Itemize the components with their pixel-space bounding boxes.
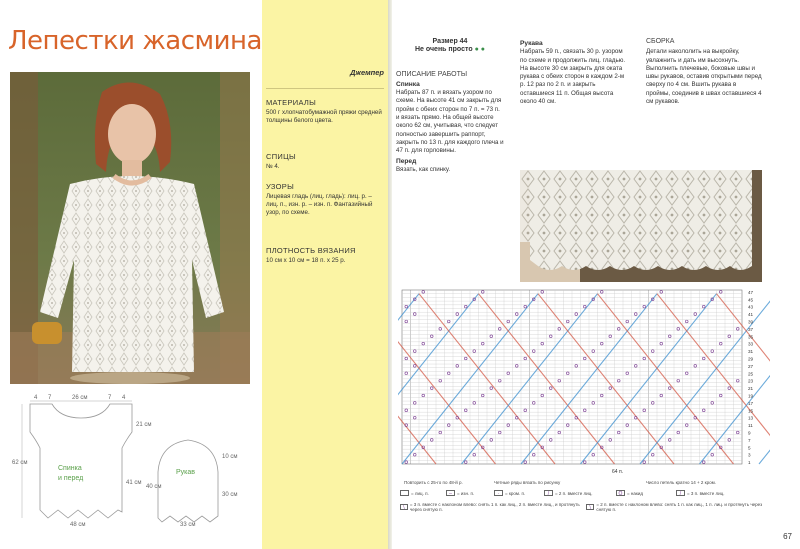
schematic-sleeve-label: Рукав	[176, 469, 195, 476]
model-photo	[10, 72, 250, 384]
chart-row-label: 25	[748, 371, 754, 377]
instructions-column-3	[646, 38, 762, 106]
dim-bottom: 48 см	[70, 522, 86, 528]
materials-heading: МАТЕРИАЛЫ	[266, 98, 317, 107]
legend-item	[616, 490, 643, 496]
chart-row-label: 39	[748, 319, 754, 325]
instructions-column-2	[520, 38, 626, 106]
dim-side: 41 см	[126, 480, 142, 486]
materials-section	[262, 98, 390, 125]
front-text: Вязать, как спинку.	[396, 165, 451, 173]
needles-section	[262, 152, 390, 171]
legend-text: = 2 п. вместе с наклоном влево: снять 1 п. как лиц., 1 п. лиц. и протянуть через снятую п.	[596, 502, 763, 512]
chart-row-label: 47	[748, 289, 754, 295]
page-spine	[388, 0, 392, 549]
dim-top-left: 4	[34, 395, 38, 401]
assembly-heading: СБОРКА	[646, 38, 675, 45]
legend-symbol: ·	[494, 490, 503, 496]
chart-row-label: 5	[748, 445, 751, 451]
chart-note-left: Повторить с 25-го по 48-й р.	[404, 480, 463, 485]
difficulty-text: Не очень просто	[415, 46, 473, 54]
legend-item	[400, 490, 429, 496]
legend-item	[494, 490, 525, 496]
legend-text: = 2 п. вместе лиц.	[555, 490, 593, 496]
gauge-text: 10 см х 10 см = 18 п. х 25 р.	[266, 257, 346, 264]
legend-symbol	[400, 490, 409, 496]
chart-row-label: 43	[748, 304, 754, 310]
legend-text: = кром. п.	[505, 490, 526, 496]
chart-row-label: 11	[748, 423, 753, 429]
legend-text: = 3 п. вместе с наклоном влево: снять 1 п. как лиц., 2 п. вместе лиц., и протянуть через снятую п.	[409, 502, 580, 512]
gauge-heading: ПЛОТНОСТЬ ВЯЗАНИЯ	[266, 246, 356, 255]
knitting-chart	[398, 288, 770, 478]
chart-legend	[396, 490, 768, 520]
patterns-text: Лицевая гладь (лиц. гладь): лиц. р. – лиц. п., изн. р. – изн. п. Фантазийный узор, по схеме.	[266, 193, 373, 216]
gauge-section	[262, 246, 390, 265]
needles-text: № 4.	[266, 163, 280, 170]
back-heading: Спинка	[396, 80, 420, 88]
dim-sleeve-w: 33 см	[180, 522, 196, 528]
knitting-chart-grid	[398, 288, 770, 478]
chart-bottom-label: 64 п.	[612, 469, 624, 475]
size-label: Размер 44	[432, 38, 468, 45]
legend-item	[400, 502, 580, 512]
chart-row-label: 19	[748, 393, 754, 399]
legend-text: = накид	[627, 490, 643, 496]
legend-item	[446, 490, 474, 496]
separator	[266, 88, 384, 89]
chart-note-right: Число петель кратно 14 + 2 кром.	[646, 480, 716, 485]
legend-symbol: –	[446, 490, 455, 496]
chart-row-label: 41	[748, 312, 754, 318]
chart-row-label: 7	[748, 437, 751, 443]
description-heading: ОПИСАНИЕ РАБОТЫ	[396, 70, 468, 78]
legend-text: = 3 п. вместе лиц.	[687, 490, 725, 496]
legend-symbol: /	[544, 490, 553, 496]
legend-symbol: \	[586, 504, 594, 510]
legend-item	[586, 502, 766, 512]
materials-column	[262, 0, 390, 549]
article-title: Лепестки жасмина	[8, 26, 262, 56]
chart-row-label: 27	[748, 363, 754, 369]
page-number: 67	[783, 532, 792, 541]
detail-photo	[520, 170, 762, 282]
back-text: Набрать 87 п. и вязать узором по схеме. На высоте 41 см закрыть для пройм с обеих сторон по 7 п. = 73 п. и вязать прямо. На общей высоте около 62 см, учитывая, что следует полностью завершить раппорт, закрыть по 13 п. для каждого плеча и 47 п. для горловины.	[396, 89, 504, 155]
chart-row-label: 37	[748, 326, 754, 332]
legend-text: = лиц. п.	[411, 490, 429, 496]
difficulty-label	[396, 46, 504, 54]
chart-decrease-line	[759, 294, 770, 464]
needles-heading: СПИЦЫ	[266, 152, 296, 161]
dim-top-right2: 4	[122, 395, 126, 401]
dim-armhole: 21 см	[136, 422, 152, 428]
chart-row-label: 33	[748, 341, 754, 347]
legend-item	[544, 490, 593, 496]
difficulty-marks: ● ●	[474, 46, 485, 54]
chart-row-label: 29	[748, 356, 754, 362]
chart-row-label: 35	[748, 334, 754, 340]
dim-top-mid: 26 см	[72, 395, 88, 401]
materials-text: 500 г хлопчатобумажной пряжи средней толщины белого цвета.	[266, 109, 382, 124]
legend-item	[676, 490, 725, 496]
chart-row-label: 31	[748, 349, 754, 355]
instructions-column-1	[396, 38, 504, 174]
sleeves-heading: Рукава	[520, 40, 543, 47]
chart-row-label: 1	[748, 460, 751, 466]
dim-sleeve-len: 30 см	[222, 492, 238, 498]
schematic-body-label-1: Спинка	[58, 465, 82, 472]
dim-top-right: 7	[108, 395, 112, 401]
model-name: Джемпер	[350, 68, 384, 77]
chart-row-label: 15	[748, 408, 754, 414]
chart-note-mid: Четные ряды вязать по рисунку	[494, 480, 561, 485]
dim-sleeve-cap: 10 см	[222, 454, 238, 460]
chart-row-label: 17	[748, 400, 754, 406]
legend-symbol: \	[400, 504, 408, 510]
patterns-section	[262, 182, 390, 217]
dim-top-left2: 7	[48, 395, 52, 401]
garment-schematic	[10, 392, 252, 528]
front-heading: Перед	[396, 157, 417, 165]
patterns-heading: УЗОРЫ	[266, 182, 295, 191]
schematic-body-label-2: и перед	[58, 475, 84, 482]
chart-row-label: 23	[748, 378, 754, 384]
chart-row-label: 9	[748, 430, 751, 436]
legend-text: = изн. п.	[457, 490, 475, 496]
legend-symbol: O	[616, 490, 625, 496]
dim-sleeve-h: 40 см	[146, 484, 162, 490]
chart-row-label: 45	[748, 297, 754, 303]
assembly-text: Детали накололить на выкройку, увлажнить и дать им высохнуть. Выполнить плечевые, боковые швы и швы рукавов, оставив открытыми перед сверху по 4 см. Вшить рукава в проймы, соединив в швах оставшиеся 4 см рукавов.	[646, 48, 762, 106]
legend-symbol: /	[676, 490, 685, 496]
dim-total: 62 см	[12, 460, 28, 466]
chart-row-label: 3	[748, 452, 751, 458]
chart-row-label: 13	[748, 415, 754, 421]
chart-row-label: 21	[748, 386, 754, 392]
sleeves-text: Набрать 59 п., связать 30 р. узором по схеме и продолжить лиц. гладью. На высоте 30 см закрыть для оката рукава с обеих сторон в каждом 2-м р. 12 раз по 2 п. и закрыть оставшиеся 11 п. Общая высота около 40 см.	[520, 48, 626, 106]
